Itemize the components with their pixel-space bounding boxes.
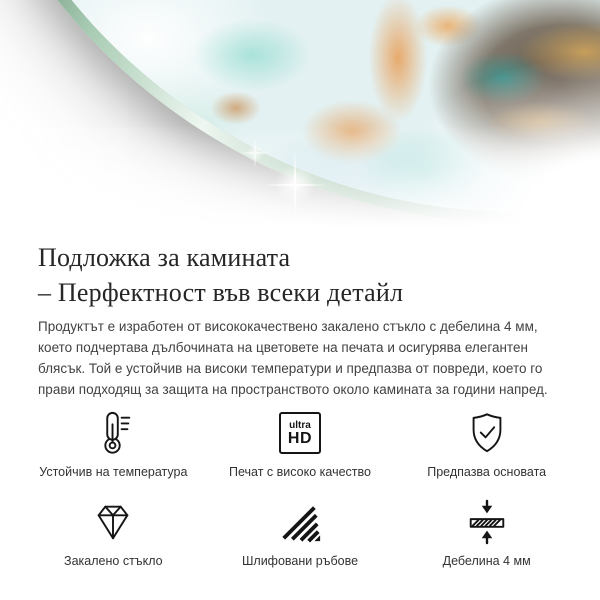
photo-fade-overlay: [0, 0, 600, 240]
ultra-hd-icon: [279, 409, 321, 457]
feature-label: Устойчив на температура: [39, 465, 188, 479]
ultra-hd-icon-text-top: ultra: [289, 419, 311, 431]
ultra-hd-icon-text-bottom: HD: [287, 429, 313, 447]
title-line-2: – Перфектност във всеки детайл: [38, 278, 404, 307]
diamond-icon: [90, 498, 136, 546]
feature-label: Шлифовани ръбове: [241, 554, 359, 568]
page-title: [38, 240, 562, 310]
feature-print-quality: [207, 409, 394, 480]
product-description: Продуктът е изработен от висококачествено закалено стъкло с дебелина 4 мм, което подчертава дълбочината на цветовете на печата и осигурява елегантен блясък. Той е устойчив на високи температури и предпазва от повреди, което го прави подходящ за защита на пространството около камината за години напред.: [38, 319, 548, 397]
feature-polished-edges: [207, 498, 394, 569]
features-grid: [0, 409, 600, 569]
feature-base-protection: [393, 409, 580, 480]
thickness-icon: [464, 498, 510, 546]
thermometer-icon: [90, 409, 136, 457]
polished-edges-icon: [277, 498, 323, 546]
feature-thickness: [393, 498, 580, 569]
feature-label: Закалено стъкло: [64, 554, 163, 568]
content-section: [0, 240, 600, 400]
product-photo: [0, 0, 600, 240]
feature-tempered-glass: [20, 498, 207, 569]
shield-check-icon: [464, 409, 510, 457]
feature-label: Дебелина 4 мм: [442, 554, 531, 568]
feature-temperature: [20, 409, 207, 480]
feature-label: Предпазва основата: [427, 465, 547, 479]
feature-label: Печат с високо качество: [229, 465, 371, 479]
title-line-1: Подложка за камината: [38, 243, 291, 272]
